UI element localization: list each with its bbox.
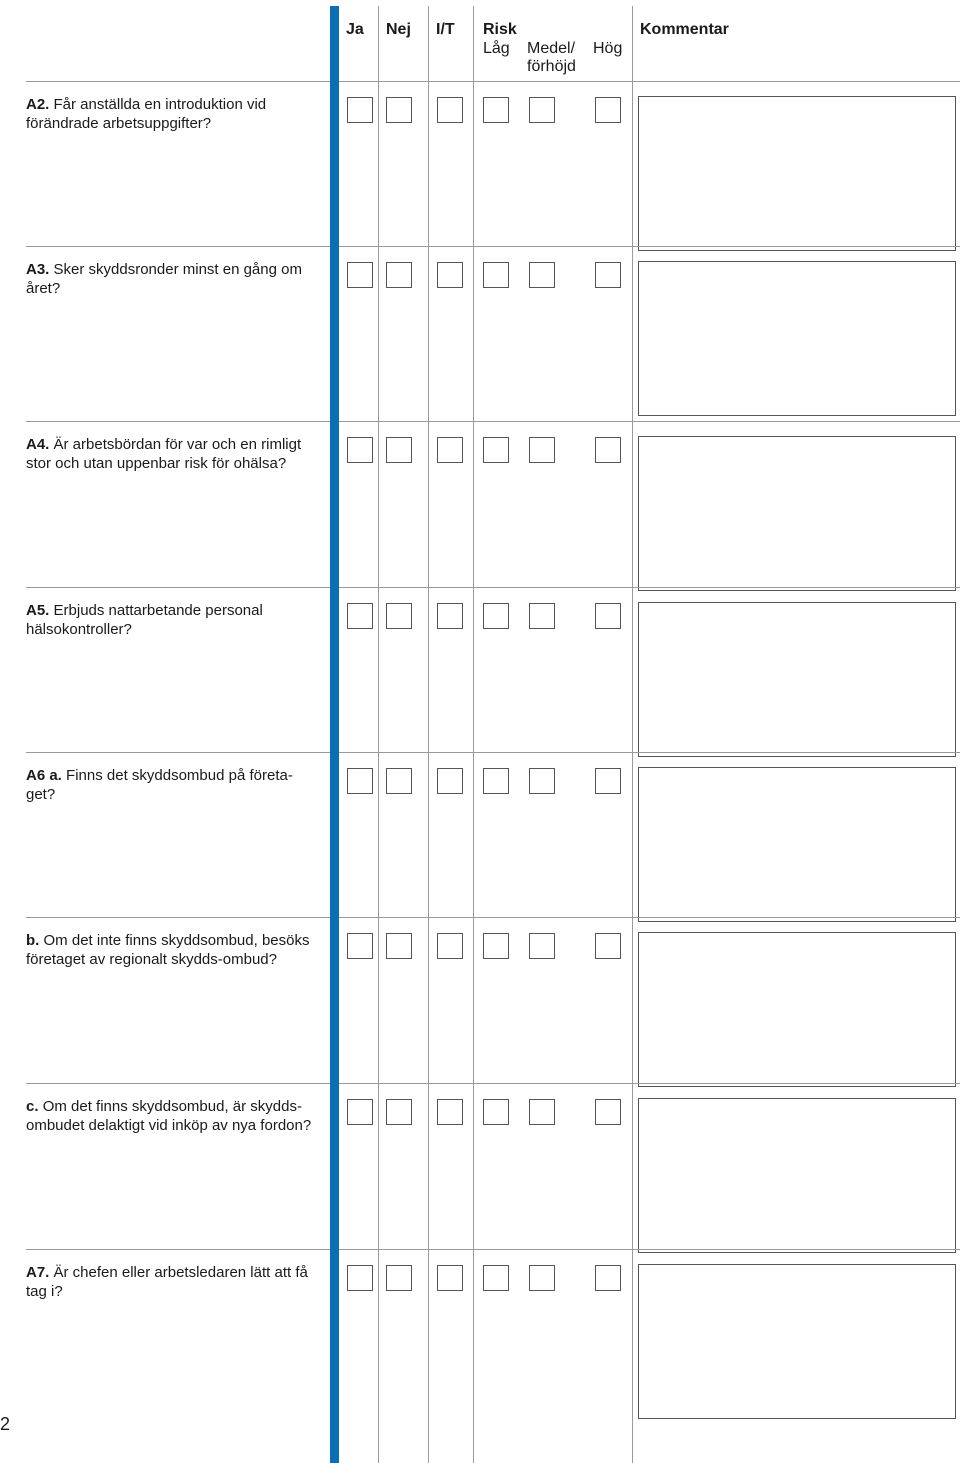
it-checkbox[interactable] — [437, 97, 463, 123]
ja-checkbox[interactable] — [347, 437, 373, 463]
row-separator — [339, 587, 960, 588]
nej-checkbox[interactable] — [386, 1099, 412, 1125]
risk-lag-checkbox[interactable] — [483, 768, 509, 794]
ja-checkbox[interactable] — [347, 97, 373, 123]
row-separator — [26, 1083, 330, 1084]
header-nej: Nej — [386, 21, 411, 38]
risk-hog-checkbox[interactable] — [595, 437, 621, 463]
row-separator — [26, 917, 330, 918]
comment-box[interactable] — [638, 1098, 956, 1253]
it-checkbox[interactable] — [437, 768, 463, 794]
comment-box[interactable] — [638, 1264, 956, 1419]
question-label: Erbjuds nattarbetande personal hälsokontroller? — [26, 602, 263, 638]
question-id: A7. — [26, 1264, 50, 1281]
risk-lag-checkbox[interactable] — [483, 603, 509, 629]
row-separator — [26, 421, 330, 422]
page-number: 2 — [0, 1414, 11, 1434]
question-text — [26, 95, 316, 133]
comment-box[interactable] — [638, 767, 956, 922]
column-divider — [632, 6, 633, 1463]
comment-box[interactable] — [638, 261, 956, 416]
risk-medel-checkbox[interactable] — [529, 1265, 555, 1291]
risk-hog-checkbox[interactable] — [595, 262, 621, 288]
question-label: Finns det skyddsombud på företa-get? — [26, 767, 293, 803]
question-id: A3. — [26, 261, 50, 278]
question-text — [26, 931, 316, 969]
risk-lag-checkbox[interactable] — [483, 1265, 509, 1291]
it-checkbox[interactable] — [437, 603, 463, 629]
comment-box[interactable] — [638, 602, 956, 757]
question-text — [26, 601, 316, 639]
row-separator — [339, 421, 960, 422]
question-text — [26, 766, 316, 804]
nej-checkbox[interactable] — [386, 1265, 412, 1291]
header-ja: Ja — [346, 21, 364, 38]
nej-checkbox[interactable] — [386, 603, 412, 629]
it-checkbox[interactable] — [437, 1265, 463, 1291]
risk-medel-checkbox[interactable] — [529, 437, 555, 463]
risk-hog-checkbox[interactable] — [595, 1099, 621, 1125]
question-label: Om det finns skyddsombud, är skydds-ombudet delaktigt vid inköp av nya fordon? — [26, 1098, 312, 1134]
row-separator — [26, 587, 330, 588]
risk-lag-checkbox[interactable] — [483, 262, 509, 288]
comment-box[interactable] — [638, 436, 956, 591]
row-separator — [339, 917, 960, 918]
it-checkbox[interactable] — [437, 933, 463, 959]
ja-checkbox[interactable] — [347, 603, 373, 629]
question-text — [26, 435, 316, 473]
risk-hog-checkbox[interactable] — [595, 603, 621, 629]
nej-checkbox[interactable] — [386, 933, 412, 959]
nej-checkbox[interactable] — [386, 262, 412, 288]
nej-checkbox[interactable] — [386, 437, 412, 463]
question-text — [26, 260, 316, 298]
ja-checkbox[interactable] — [347, 933, 373, 959]
question-id: b. — [26, 932, 40, 949]
risk-medel-checkbox[interactable] — [529, 262, 555, 288]
row-separator — [339, 81, 960, 82]
column-divider — [378, 6, 379, 1463]
question-id: A4. — [26, 436, 50, 453]
header-lag: Låg — [483, 40, 510, 57]
risk-medel-checkbox[interactable] — [529, 933, 555, 959]
question-label: Får anställda en introduktion vid förändrade arbetsuppgifter? — [26, 96, 267, 132]
question-id: A2. — [26, 96, 50, 113]
risk-hog-checkbox[interactable] — [595, 768, 621, 794]
risk-hog-checkbox[interactable] — [595, 933, 621, 959]
header-risk: Risk — [483, 21, 517, 38]
question-id: c. — [26, 1098, 39, 1115]
risk-medel-checkbox[interactable] — [529, 603, 555, 629]
row-separator — [339, 1083, 960, 1084]
question-label: Är chefen eller arbetsledaren lätt att få tag i? — [26, 1264, 308, 1300]
question-id: A6 a. — [26, 767, 62, 784]
row-separator — [339, 752, 960, 753]
nej-checkbox[interactable] — [386, 97, 412, 123]
row-separator — [339, 1249, 960, 1250]
it-checkbox[interactable] — [437, 437, 463, 463]
row-separator — [26, 81, 330, 82]
column-divider — [428, 6, 429, 1463]
ja-checkbox[interactable] — [347, 1099, 373, 1125]
question-text — [26, 1263, 316, 1301]
risk-medel-checkbox[interactable] — [529, 1099, 555, 1125]
risk-medel-checkbox[interactable] — [529, 768, 555, 794]
risk-hog-checkbox[interactable] — [595, 97, 621, 123]
it-checkbox[interactable] — [437, 262, 463, 288]
blue-margin-bar — [330, 6, 339, 1463]
risk-lag-checkbox[interactable] — [483, 97, 509, 123]
column-divider — [473, 6, 474, 1463]
header-medel: Medel/ förhöjd — [527, 40, 576, 75]
row-separator — [26, 246, 330, 247]
risk-medel-checkbox[interactable] — [529, 97, 555, 123]
row-separator — [26, 752, 330, 753]
question-text — [26, 1097, 316, 1135]
risk-lag-checkbox[interactable] — [483, 1099, 509, 1125]
ja-checkbox[interactable] — [347, 262, 373, 288]
question-label: Om det inte finns skyddsombud, besöks företaget av regionalt skydds-ombud? — [26, 932, 310, 968]
header-hog: Hög — [593, 40, 623, 57]
header-it: I/T — [436, 21, 455, 38]
comment-box[interactable] — [638, 96, 956, 251]
comment-box[interactable] — [638, 932, 956, 1087]
it-checkbox[interactable] — [437, 1099, 463, 1125]
ja-checkbox[interactable] — [347, 1265, 373, 1291]
row-separator — [339, 246, 960, 247]
risk-lag-checkbox[interactable] — [483, 437, 509, 463]
header-kommentar: Kommentar — [640, 21, 729, 38]
risk-lag-checkbox[interactable] — [483, 933, 509, 959]
ja-checkbox[interactable] — [347, 768, 373, 794]
question-id: A5. — [26, 602, 50, 619]
question-label: Är arbetsbördan för var och en rimligt stor och utan uppenbar risk för ohälsa? — [26, 436, 302, 472]
row-separator — [26, 1249, 330, 1250]
question-label: Sker skyddsronder minst en gång om året? — [26, 261, 302, 297]
nej-checkbox[interactable] — [386, 768, 412, 794]
risk-hog-checkbox[interactable] — [595, 1265, 621, 1291]
